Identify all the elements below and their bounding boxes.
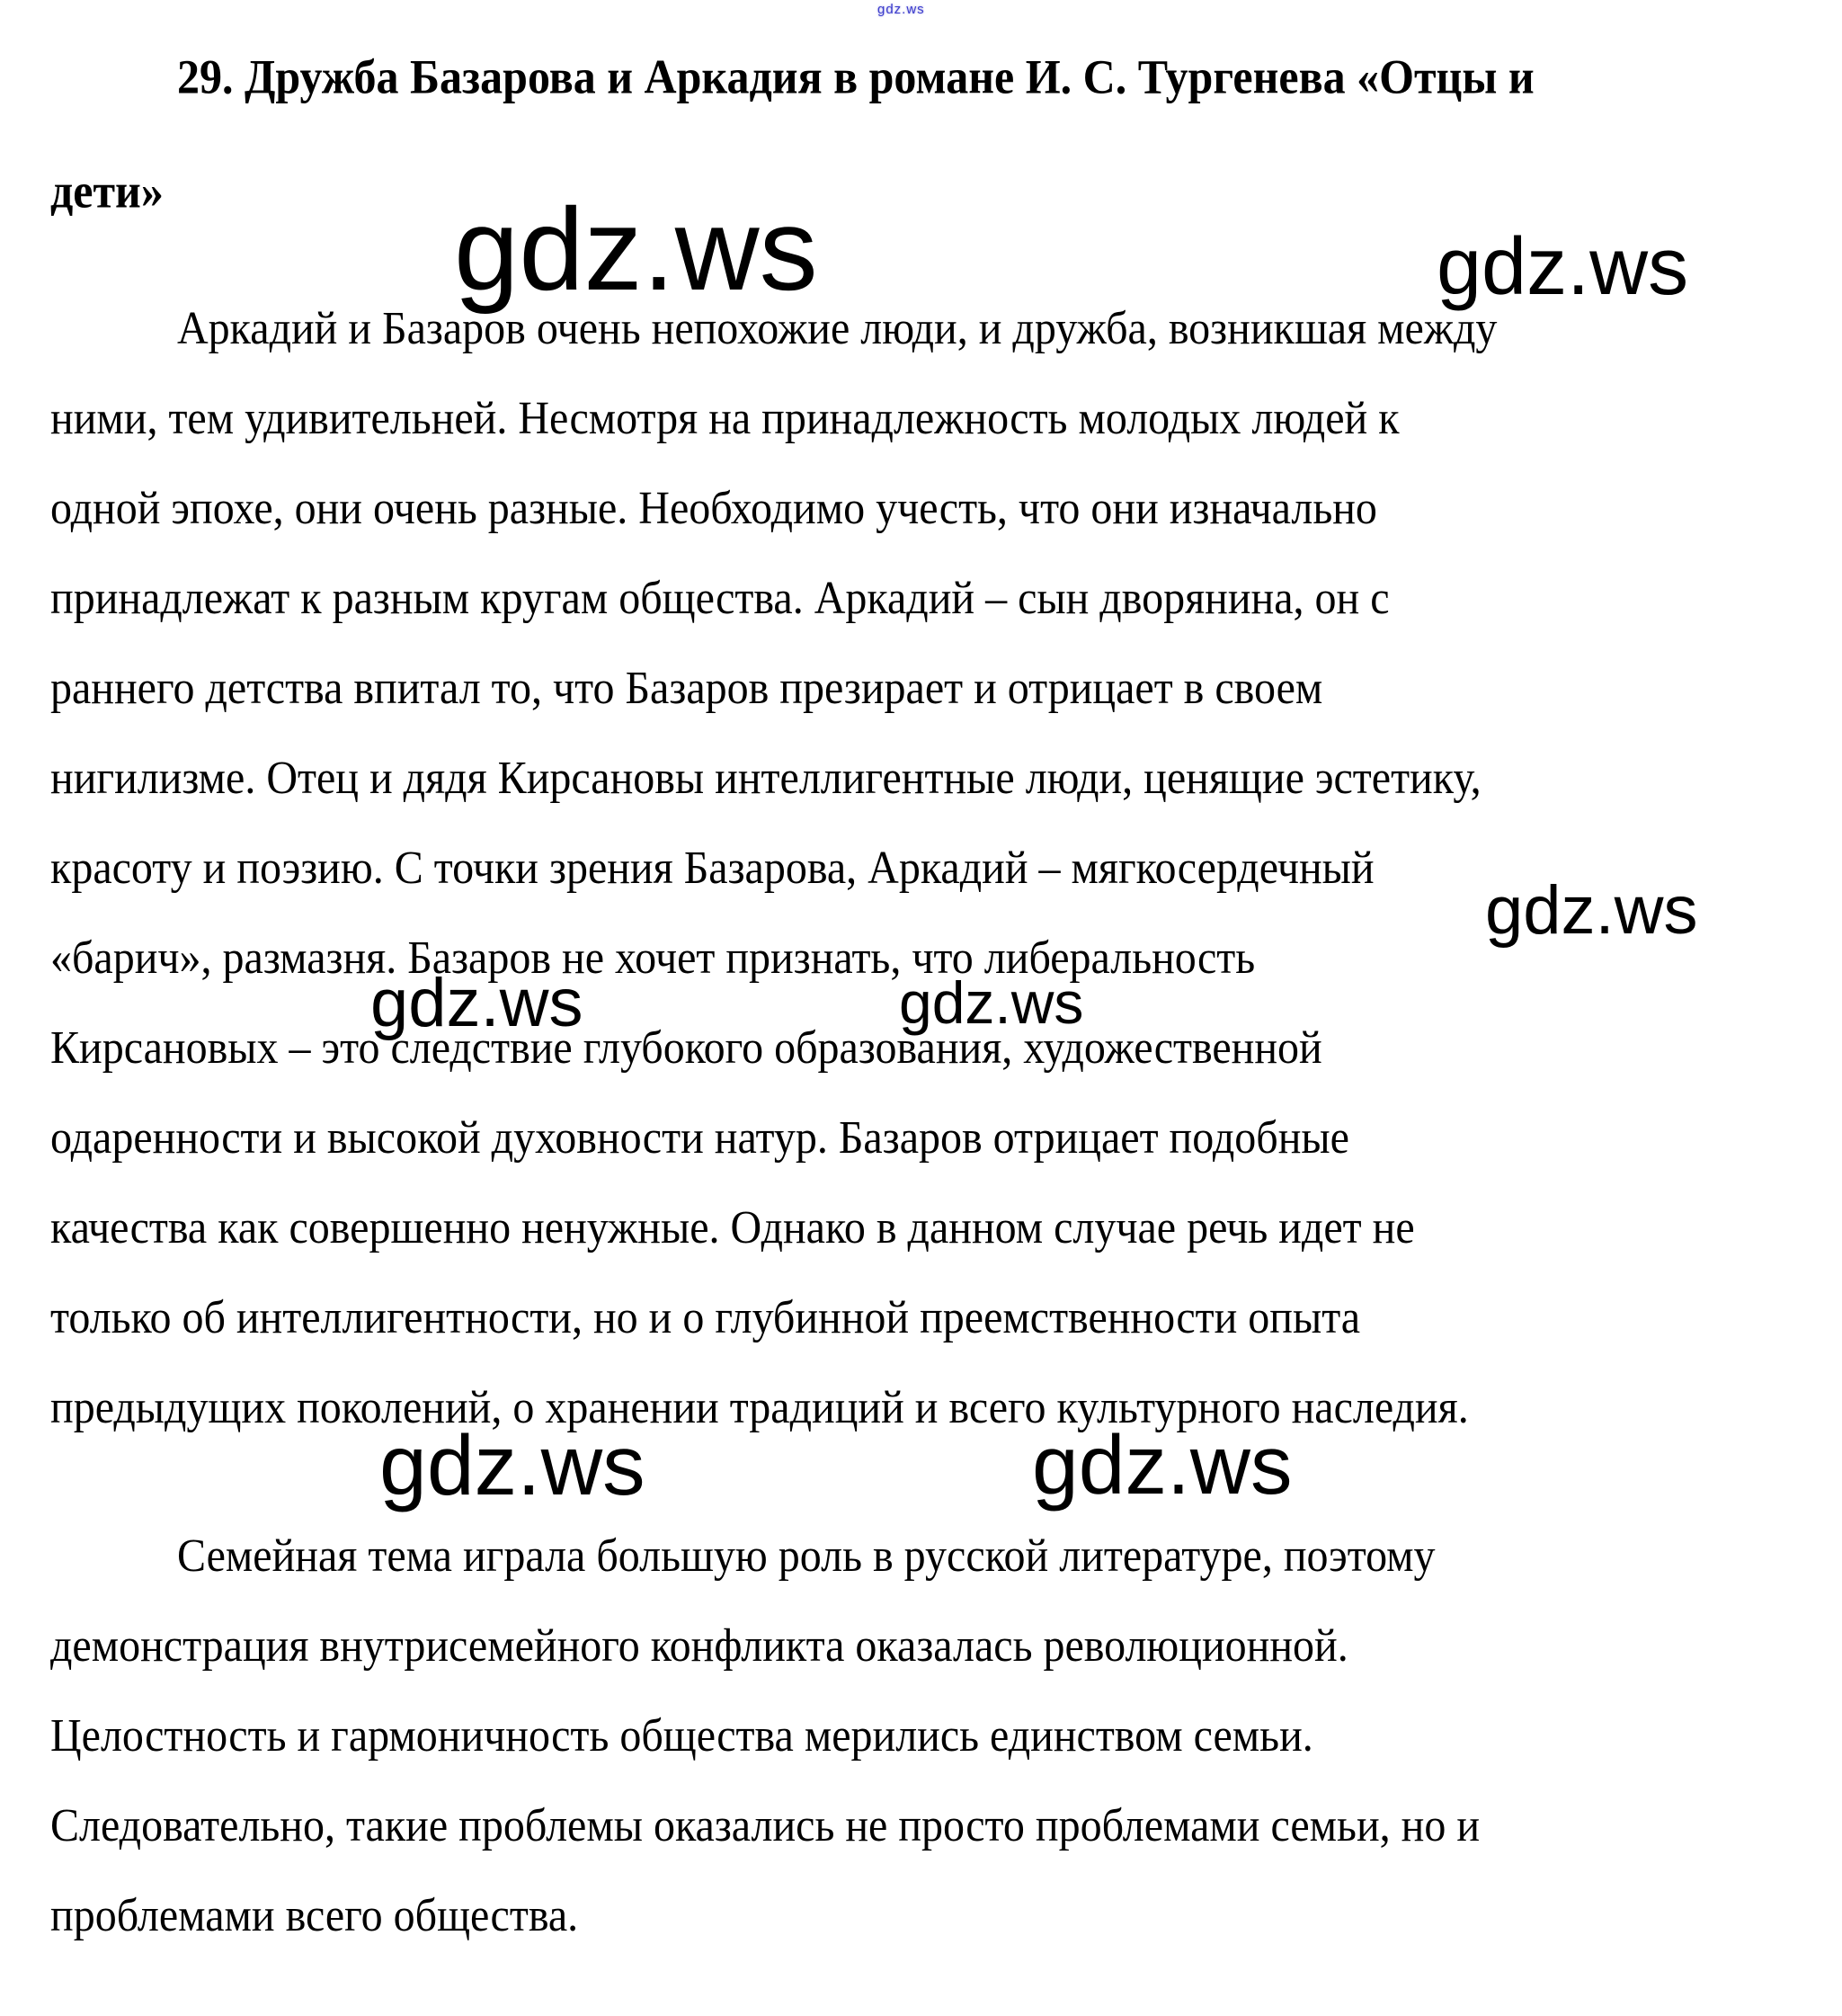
text-line: нигилизме. Отец и дядя Кирсановы интеллигентные люди, ценящие эстетику, — [50, 752, 1482, 805]
essay-paragraph-1 — [50, 284, 1793, 1453]
text-line: одной эпохе, они очень разные. Необходимо учесть, что они изначально — [50, 482, 1377, 535]
gdz-watermark-small: gdz.ws — [877, 2, 925, 17]
text-line: демонстрация внутрисемейного конфликта оказалась революционной. — [50, 1619, 1348, 1673]
text-line: Следовательно, такие проблемы оказались не просто проблемами семьи, но и — [50, 1799, 1480, 1852]
text-line: качества как совершенно ненужные. Однако в данном случае речь идет не — [50, 1201, 1415, 1254]
text-line: предыдущих поколений, о хранении традиций и всего культурного наследия. — [50, 1381, 1469, 1434]
essay-title-line: 29. Дружба Базарова и Аркадия в романе И. С. Тургенева «Отцы и — [177, 49, 1535, 104]
text-line: ними, тем удивительней. Несмотря на принадлежность молодых людей к — [50, 392, 1400, 445]
essay-title — [50, 20, 1793, 248]
text-line: принадлежат к разным кругам общества. Аркадий – сын дворянина, он с — [50, 572, 1390, 625]
text-line: раннего детства впитал то, что Базаров презирает и отрицает в своем — [50, 662, 1323, 715]
text-line: проблемами всего общества. — [50, 1889, 579, 1942]
text-line: только об интеллигентности, но и о глубинной преемственности опыта — [50, 1291, 1361, 1344]
text-line: Целостность и гармоничность общества мерились единством семьи. — [50, 1709, 1313, 1762]
gdz-watermark: gdz.ws — [1032, 1418, 1293, 1512]
text-line: красоту и поэзию. С точки зрения Базарова, Аркадий – мягкосердечный — [50, 842, 1375, 895]
gdz-watermark: gdz.ws — [379, 1418, 645, 1513]
text-line: «барич», размазня. Базаров не хочет признать, что либеральность — [50, 932, 1256, 985]
gdz-watermark: gdz.ws — [1485, 872, 1698, 949]
text-line: Аркадий и Базаров очень непохожие люди, и дружба, возникшая между — [177, 302, 1498, 355]
essay-title-line: дети» — [50, 163, 164, 219]
gdz-watermark: gdz.ws — [370, 965, 583, 1041]
gdz-watermark: gdz.ws — [1437, 222, 1689, 312]
gdz-watermark: gdz.ws — [899, 969, 1084, 1036]
text-line: Семейная тема играла большую роль в русской литературе, поэтому — [177, 1530, 1436, 1583]
essay-paragraph-2 — [50, 1512, 1793, 1961]
text-line: одаренности и высокой духовности натур. Базаров отрицает подобные — [50, 1111, 1349, 1164]
gdz-watermark: gdz.ws — [454, 183, 818, 315]
text-line: Кирсановых – это следствие глубокого образования, художественной — [50, 1021, 1322, 1075]
